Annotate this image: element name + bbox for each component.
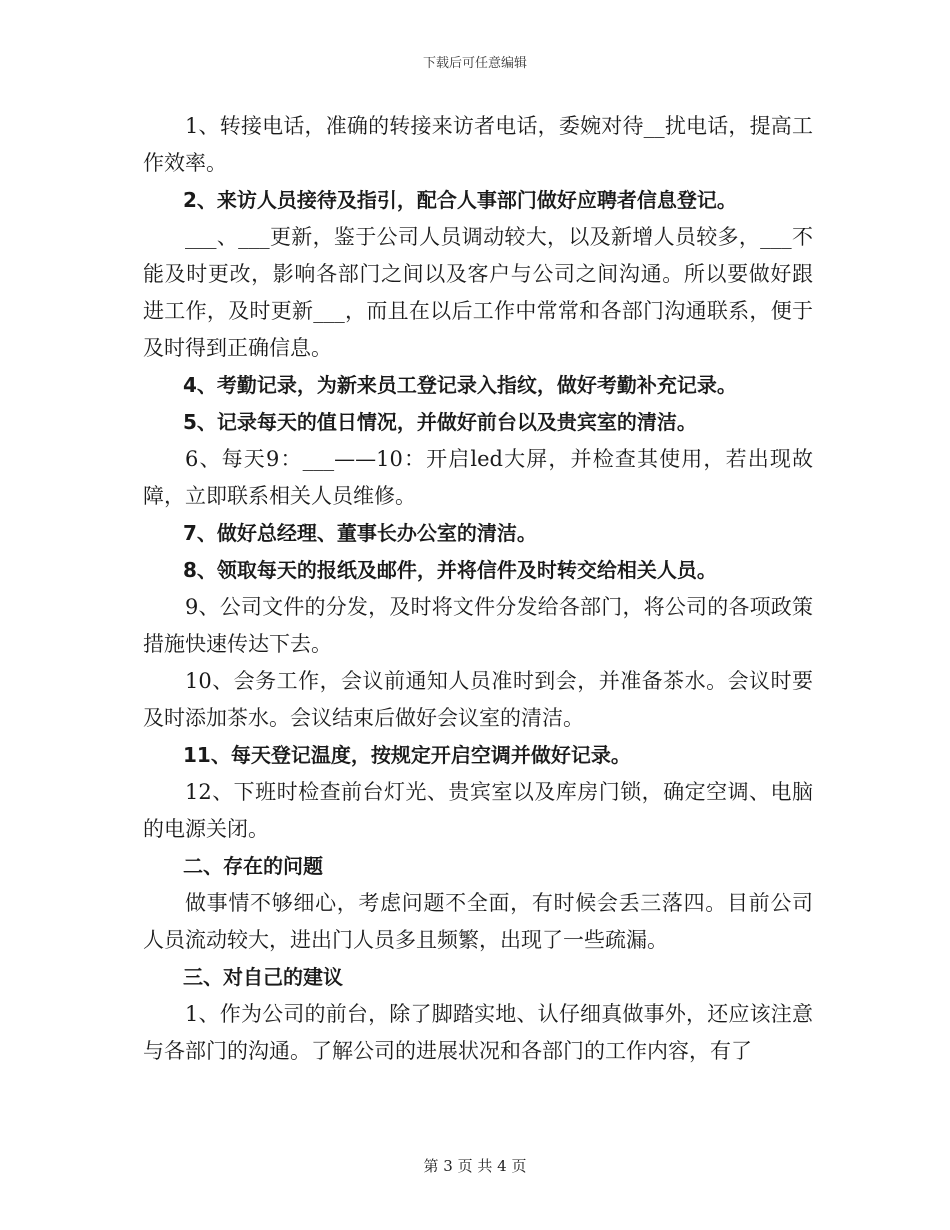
paragraph-item-6: 6、每天9：___——10：开启led大屏，并检查其使用，若出现故障，立即联系相关人员维修。 <box>143 447 813 508</box>
section-heading-problems: 二、存在的问题 <box>183 854 323 878</box>
paragraph-item-3: ___、___更新，鉴于公司人员调动较大，以及新增人员较多，___不能及时更改，影响各部门之间以及客户与公司之间沟通。所以要做好跟进工作，及时更新___，而且在以后工作中常常和各部门沟通联系，便于及时得到正确信息。 <box>143 225 813 360</box>
paragraph-item-8: 8、领取每天的报纸及邮件，并将信件及时转交给相关人员。 <box>183 558 717 582</box>
page-number: 第 3 页 共 4 页 <box>423 1157 527 1175</box>
paragraph-item-5: 5、记录每天的值日情况，并做好前台以及贵宾室的清洁。 <box>183 410 697 434</box>
paragraph-item-12: 12、下班时检查前台灯光、贵宾室以及库房门锁，确定空调、电脑的电源关闭。 <box>143 780 813 841</box>
paragraph-suggestion-1: 1、作为公司的前台，除了脚踏实地、认仔细真做事外，还应该注意与各部门的沟通。了解公司的进展状况和各部门的工作内容，有了 <box>143 1002 813 1063</box>
paragraph-item-1: 1、转接电话，准确的转接来访者电话，委婉对待__扰电话，提高工作效率。 <box>143 114 813 175</box>
paragraph-item-9: 9、公司文件的分发，及时将文件分发给各部门，将公司的各项政策措施快速传达下去。 <box>143 595 813 656</box>
paragraph-item-2: 2、来访人员接待及指引，配合人事部门做好应聘者信息登记。 <box>183 188 737 212</box>
paragraph-item-10: 10、会务工作，会议前通知人员准时到会，并准备茶水。会议时要及时添加茶水。会议结束后做好会议室的清洁。 <box>143 669 813 730</box>
paragraph-item-7: 7、做好总经理、董事长办公室的清洁。 <box>183 521 537 545</box>
paragraph-problems: 做事情不够细心，考虑问题不全面，有时候会丢三落四。目前公司人员流动较大，进出门人员多且频繁，出现了一些疏漏。 <box>143 891 813 952</box>
paragraph-item-4: 4、考勤记录，为新来员工登记录入指纹，做好考勤补充记录。 <box>183 373 737 397</box>
page-header-note: 下载后可任意编辑 <box>422 56 527 71</box>
section-heading-suggestions: 三、对自己的建议 <box>183 965 343 989</box>
document-body <box>143 108 813 1070</box>
paragraph-item-11: 11、每天登记温度，按规定开启空调并做好记录。 <box>183 743 631 767</box>
